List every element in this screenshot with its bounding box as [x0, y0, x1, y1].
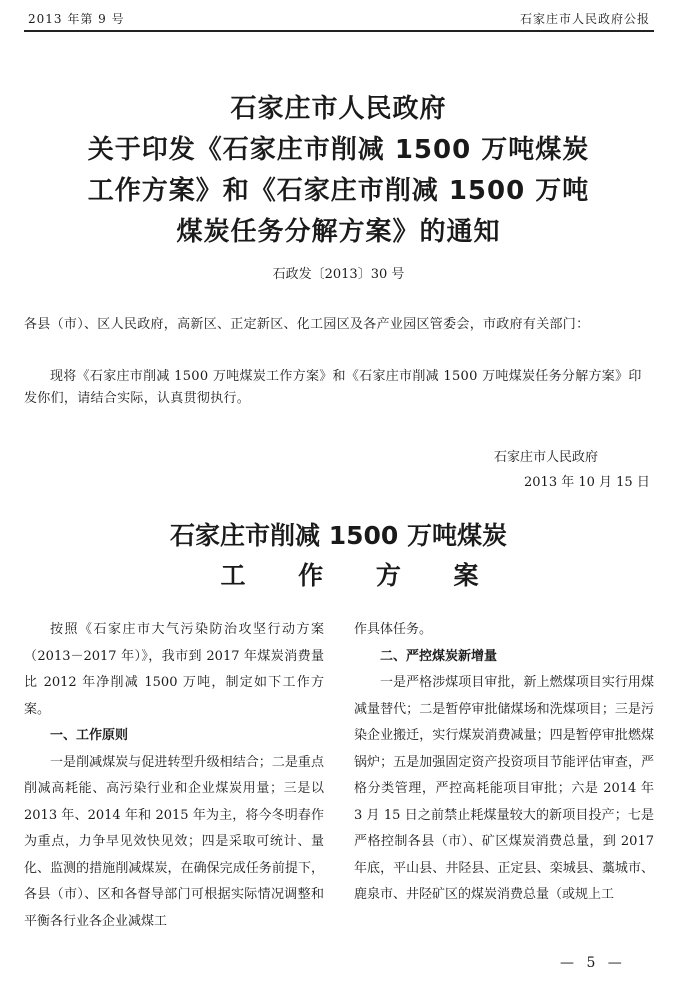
signature-org: 石家庄市人民政府 [494, 450, 599, 465]
plan-title-line-2: 工 作 方 案 [220, 561, 501, 590]
plan-title-line-1: 石家庄市削减 1500 万吨煤炭 [170, 521, 507, 550]
section-2-text: 一是严格涉煤项目审批，新上燃煤项目实行用煤减量替代；二是暂停审批储煤场和洗煤项目；三是污染企业搬迁，实行煤炭消费减量；四是暂停审批燃煤锅炉；五是加强固定资产投资项目节能评估审查，严格分类管理，严控高耗能项目审批；六是 2014 年 3 月 15 日之前禁止耗煤量较大的新项目投产；七是严格控制各县（市）、矿区煤炭消费总量，到 2017 年底，平山县、井陉县、正定县、栾城县、藁城市、鹿泉市、井陉矿区的煤炭消费总量（或规上工 [354, 675, 654, 902]
notice-title-line-3: 工作方案》和《石家庄市削减 1500 万吨 [87, 176, 590, 206]
plan-intro: 按照《石家庄市大气污染防治攻坚行动方案（2013－2017 年）》，我市到 2017 年煤炭消费量比 2012 年净削减 1500 万吨，制定如下工作方案。 [24, 622, 324, 717]
section-1-continued: 作具体任务。 [354, 622, 433, 637]
journal-name: 石家庄市人民政府公报 [519, 12, 650, 26]
signature-date: 2013 年 10 月 15 日 [524, 475, 650, 490]
notice-title-line-1: 石家庄市人民政府 [230, 94, 447, 124]
page-header [24, 8, 654, 32]
notice-body: 现将《石家庄市削减 1500 万吨煤炭工作方案》和《石家庄市削减 1500 万吨煤炭任务分解方案》印发你们，请结合实际，认真贯彻执行。 [24, 369, 642, 406]
section-heading-2: 二、严控煤炭新增量 [380, 648, 498, 664]
section-1-text: 一是削减煤炭与促进转型升级相结合；二是重点削减高耗能、高污染行业和企业煤炭用量；三是以 2013 年、2014 年和 2015 年为主，将今冬明春作为重点，力争早见效快见效；四是采取可统计、量化、监测的措施削减煤炭，在确保完成任务前提下，各县（市）、区和各督导部门可根据实际情况调整和平衡各行业各企业减煤工 [24, 754, 324, 929]
left-column [24, 617, 324, 935]
document-number: 石政发〔2013〕30 号 [272, 267, 405, 282]
addressee: 各县（市）、区人民政府，高新区、正定新区、化工园区及各产业园区管委会，市政府有关部门： [24, 317, 590, 332]
issue-label: 2013 年第 9 号 [28, 12, 125, 26]
right-column [354, 617, 654, 909]
notice-title-line-4: 煤炭任务分解方案》的通知 [176, 217, 501, 247]
section-heading-1: 一、工作原则 [50, 728, 129, 743]
page-number: — 5 — [560, 955, 626, 971]
notice-title-line-2: 关于印发《石家庄市削减 1500 万吨煤炭 [87, 135, 590, 165]
